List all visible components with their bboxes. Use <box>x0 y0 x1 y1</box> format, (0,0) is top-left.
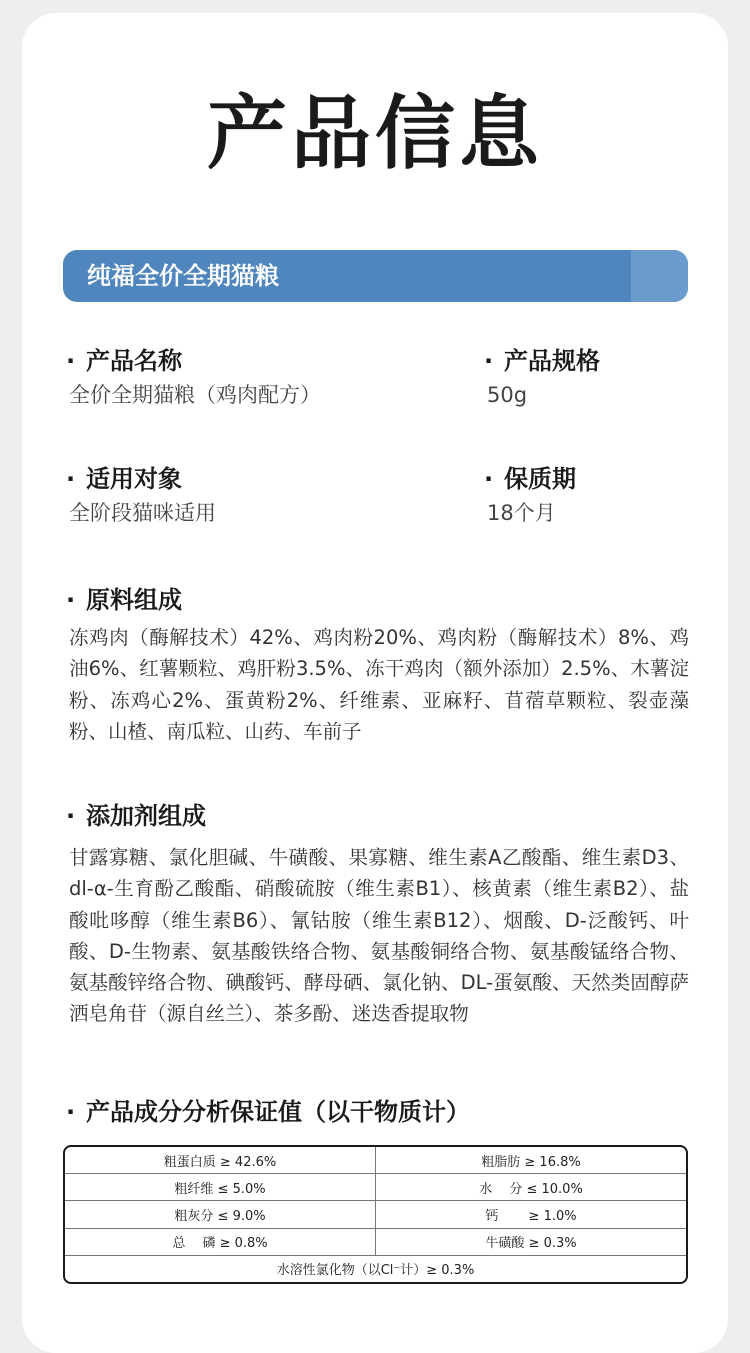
bullet-icon: · <box>66 465 76 493</box>
analysis-table <box>63 1145 688 1284</box>
table-cell: 粗蛋白质 ≥ 42.6% <box>65 1147 376 1174</box>
product-spec-heading <box>484 345 600 377</box>
bullet-icon: · <box>484 347 494 375</box>
bullet-icon: · <box>484 465 494 493</box>
table-footer-cell: 水溶性氯化物（以Cl⁻计）≥ 0.3% <box>276 1263 475 1279</box>
table-row <box>65 1201 686 1228</box>
bullet-icon: · <box>66 347 76 375</box>
table-row <box>65 1228 686 1255</box>
product-name-banner: 纯福全价全期猫粮 <box>87 262 279 290</box>
ingredients-text: 冻鸡肉（酶解技术）42%、鸡肉粉20%、鸡肉粉（酶解技术）8%、鸡油6%、红薯颗粒、鸡肝粉3.5%、冻干鸡肉（额外添加）2.5%、木薯淀粉、冻鸡心2%、蛋黄粉2%、纤维素、亚麻籽、苜蓿草颗粒、裂壶藻粉、山楂、南瓜粒、山药、车前子 <box>69 626 689 743</box>
ingredients-label: 原料组成 <box>86 586 182 614</box>
ingredients-heading <box>66 584 182 616</box>
bullet-icon: · <box>66 586 76 614</box>
product-name-label: 产品名称 <box>86 347 182 375</box>
banner-accent-band <box>631 250 688 302</box>
shelf-life-heading <box>484 463 576 495</box>
additives-text: 甘露寡糖、氯化胆碱、牛磺酸、果寡糖、维生素A乙酸酯、维生素D3、dl-α-生育酚乙酸酯、硝酸硫胺（维生素B1）、核黄素（维生素B2）、盐酸吡哆醇（维生素B6）、氰钴胺（维生素B12）、烟酸、D-泛酸钙、叶酸、D-生物素、氨基酸铁络合物、氨基酸铜络合物、氨基酸锰络合物、氨基酸锌络合物、碘酸钙、酵母硒、氯化钠、DL-蛋氨酸、天然类固醇萨洒皂角苷（源自丝兰）、茶多酚、迷迭香提取物 <box>69 846 689 1026</box>
table-row <box>65 1147 686 1174</box>
table-cell: 粗脂肪 ≥ 16.8% <box>376 1147 687 1174</box>
table-row <box>65 1255 686 1282</box>
table-cell: 粗纤维 ≤ 5.0% <box>65 1174 376 1201</box>
shelf-life-label: 保质期 <box>504 465 576 493</box>
analysis-label: 产品成分分析保证值（以干物质计） <box>86 1098 470 1126</box>
product-spec-label: 产品规格 <box>504 347 600 375</box>
bullet-icon: · <box>66 1098 76 1126</box>
table-cell: 水 分 ≤ 10.0% <box>376 1174 687 1201</box>
target-label: 适用对象 <box>86 465 182 493</box>
additives-label: 添加剂组成 <box>86 802 206 830</box>
table-row <box>65 1174 686 1201</box>
product-name-value: 全价全期猫粮（鸡肉配方） <box>69 383 321 407</box>
table-cell: 粗灰分 ≤ 9.0% <box>65 1201 376 1228</box>
analysis-heading <box>66 1096 470 1128</box>
table-cell: 总 磷 ≥ 0.8% <box>65 1228 376 1255</box>
product-name-heading <box>66 345 182 377</box>
target-value: 全阶段猫咪适用 <box>69 501 216 525</box>
product-banner <box>63 250 688 302</box>
target-heading <box>66 463 182 495</box>
table-cell: 牛磺酸 ≥ 0.3% <box>376 1228 687 1255</box>
shelf-life-value: 18个月 <box>487 501 556 525</box>
additives-heading <box>66 800 206 832</box>
product-spec-value: 50g <box>487 383 528 407</box>
bullet-icon: · <box>66 802 76 830</box>
table-cell: 钙 ≥ 1.0% <box>376 1201 687 1228</box>
page-title: 产品信息 <box>207 87 543 180</box>
